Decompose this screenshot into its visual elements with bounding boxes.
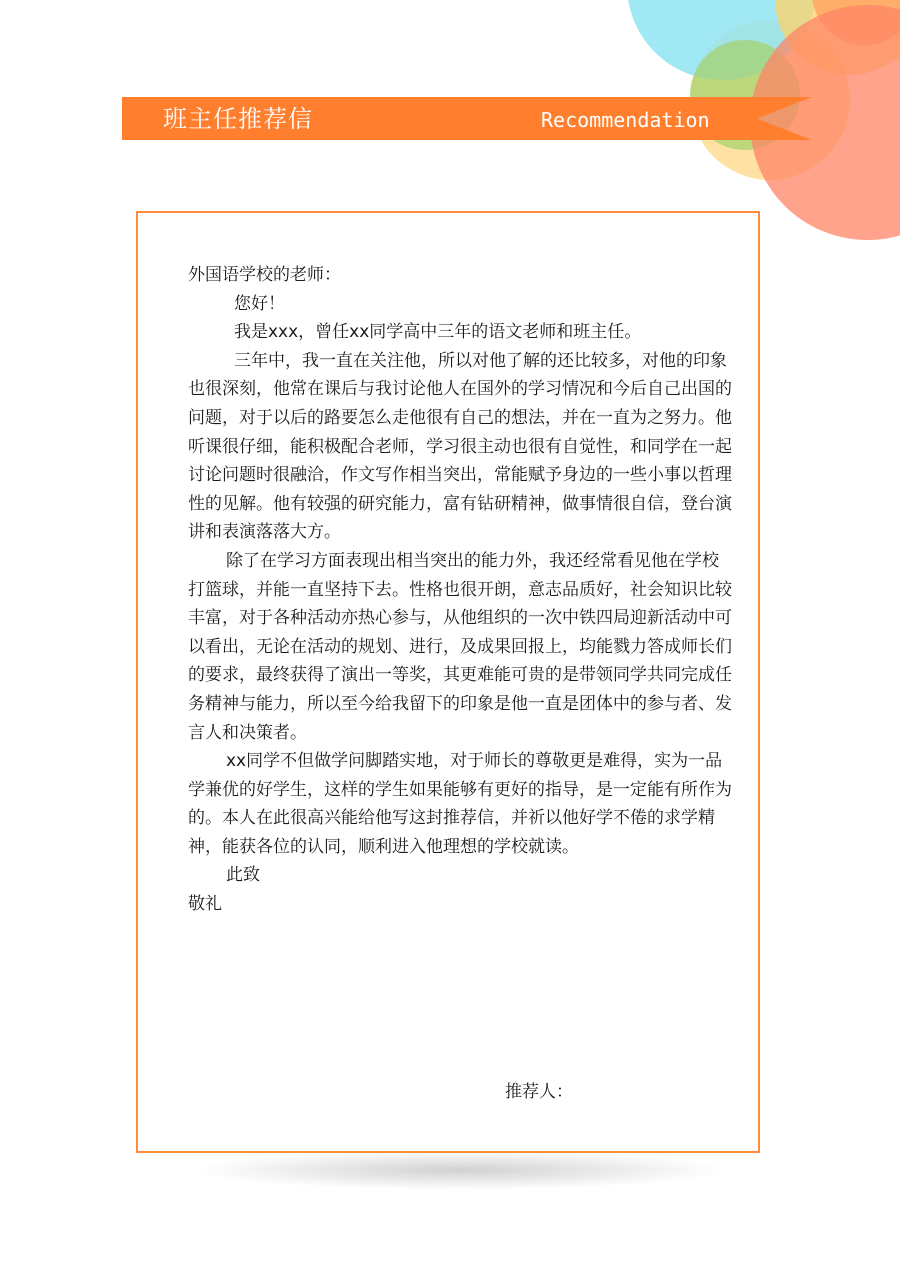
header-title: 班主任推荐信 [163, 105, 313, 133]
card-shadow [190, 1150, 730, 1190]
letter-paragraph: xx同学不但做学问脚踏实地，对于师长的尊敬更是难得，实为一品学兼优的好学生，这样的学生如果能够有更好的指导，是一定能有所作为的。本人在此很高兴能给他写这封推荐信，并祈以他好学不倦的求学精神，能获各位的认同，顺利进入他理想的学校就读。 [188, 751, 732, 857]
letter-greeting: 您好！ [234, 293, 285, 314]
letter-paragraph: 除了在学习方面表现出相当突出的能力外，我还经常看见他在学校打篮球，并能一直坚持下去。性格也很开朗，意志品质好，社会知识比较丰富，对于各种活动亦热心参与，从他组织的一次中铁四局迎新活动中可以看出，无论在活动的规划、进行，及成果回报上，均能戮力答成师长们的要求，最终获得了演出一等奖，其更难能可贵的是带领同学共同完成任务精神与能力，所以至今给我留下的印象是他一直是团体中的参与者、发言人和决策者。 [188, 550, 732, 743]
header-subtitle: Recommendation [541, 108, 710, 132]
letter-closing-line1: 此致 [226, 865, 260, 886]
letter-closing-line2: 敬礼 [188, 894, 222, 915]
letter-paragraph: 我是xxx，曾任xx同学高中三年的语文老师和班主任。 [234, 322, 642, 343]
letter-salutation: 外国语学校的老师： [188, 265, 341, 285]
letter-paragraph: 三年中，我一直在关注他，所以对他了解的还比较多，对他的印象也很深刻，他常在课后与我讨论他人在国外的学习情况和今后自己出国的问题，对于以后的路要怎么走他很有自己的想法，并在一直为之努力。他听课很仔细，能积极配合老师，学习很主动也很有自觉性，和同学在一起讨论问题时很融洽，作文写作相当突出，常能赋予身边的一些小事以哲理性的见解。他有较强的研究能力，富有钻研精神，做事情很自信，登台演讲和表演落落大方。 [188, 350, 732, 543]
letter-body [188, 261, 733, 919]
letter-signature: 推荐人： [505, 1082, 573, 1102]
